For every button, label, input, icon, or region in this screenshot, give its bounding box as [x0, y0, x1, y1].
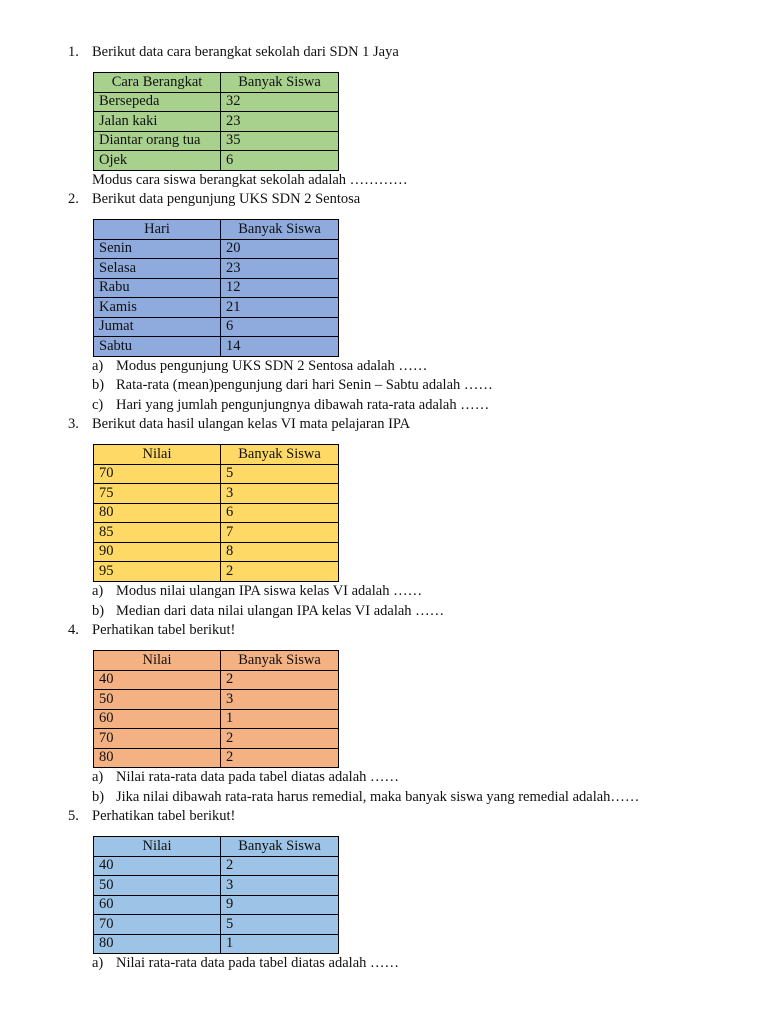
table-cell: 23 — [221, 112, 339, 132]
table-header-cell: Nilai — [94, 445, 221, 465]
table-cell: 2 — [221, 856, 339, 876]
table-cell: 60 — [94, 895, 221, 915]
table-header-row — [94, 837, 339, 857]
table-header-cell: Banyak Siswa — [221, 73, 339, 93]
table-row — [94, 464, 339, 484]
table-header-row — [94, 651, 339, 671]
table-cell: 23 — [221, 259, 339, 279]
table-row — [94, 317, 339, 337]
table-row — [94, 151, 339, 171]
table-row — [94, 709, 339, 729]
sub-label: a) — [92, 583, 104, 599]
table-header-row — [94, 445, 339, 465]
table-row — [94, 670, 339, 690]
table-row — [94, 562, 339, 582]
sub-label: b) — [92, 789, 105, 805]
table-cell: 90 — [94, 542, 221, 562]
table-cell: 60 — [94, 709, 221, 729]
table-cell: 35 — [221, 131, 339, 151]
sub-text: Jika nilai dibawah rata-rata harus remedial, maka banyak siswa yang remedial adalah…… — [116, 789, 640, 805]
table-cell: Sabtu — [94, 337, 221, 357]
table-cell: 85 — [94, 523, 221, 543]
table-row — [94, 542, 339, 562]
table-row — [94, 259, 339, 279]
table-cell: 6 — [221, 503, 339, 523]
table-header-cell: Cara Berangkat — [94, 73, 221, 93]
sub-label: b) — [92, 603, 105, 619]
table-cell: 6 — [221, 151, 339, 171]
question-2-text: Berikut data pengunjung UKS SDN 2 Sentosa — [92, 191, 361, 207]
table-cell: 32 — [221, 92, 339, 112]
table-header-cell: Nilai — [94, 651, 221, 671]
table-cell: 80 — [94, 503, 221, 523]
table-cell: 8 — [221, 542, 339, 562]
sub-label: a) — [92, 769, 104, 785]
table-cell: 3 — [221, 876, 339, 896]
table-cell: 3 — [221, 484, 339, 504]
table-cell: Rabu — [94, 278, 221, 298]
table-cell: Kamis — [94, 298, 221, 318]
table-cell: 80 — [94, 934, 221, 954]
table-cell: 2 — [221, 748, 339, 768]
table-row — [94, 915, 339, 935]
table-row — [94, 112, 339, 132]
table-cell: 21 — [221, 298, 339, 318]
table-cell: 2 — [221, 562, 339, 582]
table-row — [94, 298, 339, 318]
table-row — [94, 748, 339, 768]
table-cell: 5 — [221, 915, 339, 935]
sub-text: Modus nilai ulangan IPA siswa kelas VI adalah …… — [116, 583, 423, 599]
table-cell: 6 — [221, 317, 339, 337]
table-row — [94, 729, 339, 749]
table-row — [94, 503, 339, 523]
table-row — [94, 337, 339, 357]
table-header-row — [94, 220, 339, 240]
table-cell: Diantar orang tua — [94, 131, 221, 151]
sub-text: Nilai rata-rata data pada tabel diatas adalah …… — [116, 769, 400, 785]
table-q1 — [93, 72, 339, 171]
question-5-text: Perhatikan tabel berikut! — [92, 808, 236, 824]
question-4-number: 4. — [68, 622, 79, 638]
table-cell: 40 — [94, 856, 221, 876]
table-header-cell: Hari — [94, 220, 221, 240]
table-cell: 70 — [94, 464, 221, 484]
table-row — [94, 131, 339, 151]
table-q4 — [93, 650, 339, 768]
sub-text: Hari yang jumlah pengunjungnya dibawah rata-rata adalah …… — [116, 397, 490, 413]
sub-text: Median dari data nilai ulangan IPA kelas VI adalah …… — [116, 603, 445, 619]
table-header-cell: Banyak Siswa — [221, 651, 339, 671]
question-3-text: Berikut data hasil ulangan kelas VI mata pelajaran IPA — [92, 416, 411, 432]
table-cell: 95 — [94, 562, 221, 582]
table-cell: Senin — [94, 239, 221, 259]
sub-text: Rata-rata (mean)pengunjung dari hari Senin – Sabtu adalah …… — [116, 377, 493, 393]
question-5-number: 5. — [68, 808, 79, 824]
sub-label: a) — [92, 955, 104, 971]
table-q3 — [93, 444, 339, 582]
table-header-cell: Nilai — [94, 837, 221, 857]
table-cell: Jalan kaki — [94, 112, 221, 132]
table-header-row — [94, 73, 339, 93]
table-cell: 14 — [221, 337, 339, 357]
table-cell: 5 — [221, 464, 339, 484]
question-1-number: 1. — [68, 44, 79, 60]
table-header-cell: Banyak Siswa — [221, 837, 339, 857]
table-cell: 20 — [221, 239, 339, 259]
table-cell: 1 — [221, 934, 339, 954]
question-4-text: Perhatikan tabel berikut! — [92, 622, 236, 638]
table-cell: 12 — [221, 278, 339, 298]
table-cell: Selasa — [94, 259, 221, 279]
table-cell: Ojek — [94, 151, 221, 171]
table-row — [94, 523, 339, 543]
table-cell: 75 — [94, 484, 221, 504]
table-header-cell: Banyak Siswa — [221, 220, 339, 240]
table-cell: 70 — [94, 729, 221, 749]
table-row — [94, 690, 339, 710]
table-q5 — [93, 836, 339, 954]
sub-label: c) — [92, 397, 104, 413]
table-row — [94, 856, 339, 876]
table-q2 — [93, 219, 339, 357]
sub-label: b) — [92, 377, 105, 393]
table-cell: 50 — [94, 876, 221, 896]
table-cell: 1 — [221, 709, 339, 729]
table-row — [94, 876, 339, 896]
table-cell: 70 — [94, 915, 221, 935]
table-row — [94, 895, 339, 915]
table-cell: 80 — [94, 748, 221, 768]
table-cell: 7 — [221, 523, 339, 543]
table-cell: 2 — [221, 729, 339, 749]
table-cell: 50 — [94, 690, 221, 710]
question-3-number: 3. — [68, 416, 79, 432]
table-row — [94, 92, 339, 112]
sub-text: Modus pengunjung UKS SDN 2 Sentosa adalah …… — [116, 358, 428, 374]
question-1-text: Berikut data cara berangkat sekolah dari SDN 1 Jaya — [92, 44, 399, 60]
table-cell: Jumat — [94, 317, 221, 337]
sub-text: Nilai rata-rata data pada tabel diatas adalah …… — [116, 955, 400, 971]
table-header-cell: Banyak Siswa — [221, 445, 339, 465]
table-row — [94, 278, 339, 298]
table-cell: 9 — [221, 895, 339, 915]
table-row — [94, 239, 339, 259]
table-cell: 3 — [221, 690, 339, 710]
question-2-number: 2. — [68, 191, 79, 207]
table-cell: 40 — [94, 670, 221, 690]
table-row — [94, 484, 339, 504]
table-cell: Bersepeda — [94, 92, 221, 112]
table-cell: 2 — [221, 670, 339, 690]
question-1-followup: Modus cara siswa berangkat sekolah adalah ………… — [92, 172, 408, 188]
sub-label: a) — [92, 358, 104, 374]
table-row — [94, 934, 339, 954]
